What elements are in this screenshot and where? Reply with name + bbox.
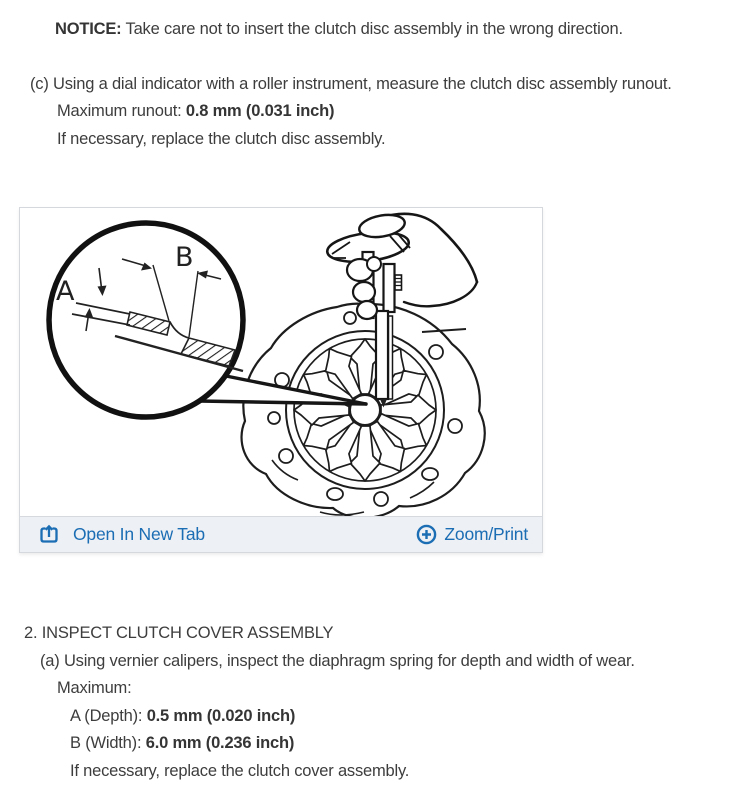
- maximum-label: Maximum:: [57, 679, 132, 697]
- notice-text: Take care not to insert the clutch disc assembly in the wrong direction.: [125, 20, 623, 38]
- step-2-heading: 2. INSPECT CLUTCH COVER ASSEMBLY: [24, 624, 334, 642]
- section-runout: [0, 16, 750, 153]
- step-a-line: (a) Using vernier calipers, inspect the diaphragm spring for depth and width of wear.: [40, 651, 635, 670]
- label-a: A: [56, 276, 75, 307]
- circle-plus-icon: [415, 523, 438, 546]
- clutch-diagram-svg: [20, 208, 542, 516]
- open-in-new-tab-link[interactable]: [38, 524, 205, 546]
- replace-cover-note: If necessary, replace the clutch cover assembly.: [70, 761, 410, 780]
- depth-value: 0.5 mm (0.020 inch): [146, 706, 296, 725]
- figure-toolbar: [20, 516, 542, 552]
- depth-spec-line: [0, 703, 750, 731]
- notice-line: [0, 16, 750, 44]
- box-arrow-up-icon: [38, 524, 60, 546]
- width-spec-line: [0, 730, 750, 758]
- clutch-cover-assembly: [242, 304, 485, 516]
- open-in-new-tab-label: Open In New Tab: [73, 524, 205, 544]
- step-c-line: (c) Using a dial indicator with a roller instrument, measure the clutch disc assembly runout.: [30, 74, 672, 93]
- caliper-depth-beam: [376, 311, 388, 399]
- zoom-print-label: Zoom/Print: [444, 524, 528, 544]
- width-value: 6.0 mm (0.236 inch): [145, 734, 295, 752]
- max-runout-value: 0.8 mm (0.031 inch): [185, 102, 335, 120]
- clutch-diagram: [20, 208, 542, 516]
- notice-label: NOTICE:: [55, 20, 122, 38]
- max-runout-label: Maximum runout:: [57, 102, 182, 120]
- label-b: B: [175, 242, 194, 273]
- replace-disc-note: If necessary, replace the clutch disc assembly.: [57, 129, 386, 148]
- max-runout-line: [0, 98, 750, 126]
- section-inspect-cover: [0, 620, 750, 785]
- zoom-print-link[interactable]: [415, 523, 528, 546]
- depth-label: A (Depth):: [70, 706, 143, 725]
- magnifier-inset: [49, 223, 243, 417]
- width-label: B (Width):: [70, 734, 142, 752]
- figure-panel: [19, 207, 543, 553]
